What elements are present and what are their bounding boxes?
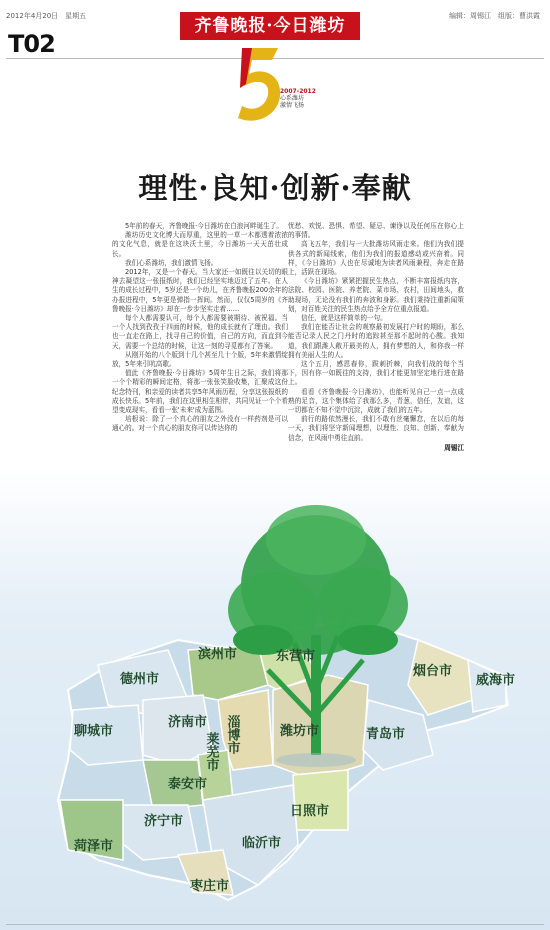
city-label: 莱芜市	[203, 732, 219, 771]
city-label: 聊城市	[74, 724, 114, 739]
city-label: 济宁市	[144, 814, 184, 829]
anniversary-line1: 心系潍坊	[280, 95, 305, 102]
byline: 周锡江	[444, 443, 464, 452]
article-column-1	[112, 222, 288, 434]
issue-date: 2012年4月20日 星期五	[6, 12, 87, 20]
city-label: 泰安市	[168, 777, 208, 792]
city-label: 威海市	[476, 673, 516, 688]
city-label: 济南市	[168, 715, 208, 730]
paragraph: 《今日潍坊》紧紧把握民生热点，不断丰富报纸内容，法院、校园、医院、养老院、菜市场、农村，田间地头，救助现场，无论没有我们的奔波和身影。我们秉持注重新闻策划，对百姓关注的民生热点给予全方位重点报道。	[288, 277, 464, 313]
paragraph: 高飞五年，我们与一大批潍坊风雨走来。他们为我们提供各式的新闻线索，他们为我们的报道感动或兴奋着。同样，《今日潍坊》人也在尽诚地为读者风雨兼程，奔走在路上，活跃在现场。	[288, 240, 464, 277]
city-label: 枣庄市	[190, 879, 230, 894]
page-number: T02	[8, 30, 55, 58]
paragraph: 信任，就是这样简单的一句。	[301, 314, 387, 323]
anniversary-caption	[280, 88, 316, 109]
footer-rule	[6, 924, 544, 925]
article-column-2	[288, 222, 464, 453]
city-label: 青岛市	[366, 727, 406, 742]
headline: 理性·良知·创新·奉献	[138, 171, 412, 205]
city-label: 潍坊市	[280, 724, 320, 739]
masthead: 齐鲁晚报·今日潍坊	[180, 12, 360, 40]
paragraph: 这个五月，感恩春你，跋刺折棘，向我们战的每个当下，因有你一如既往的支持，我们才能更加坚定地行进在路上。	[288, 360, 464, 387]
region-rizhao	[293, 770, 348, 830]
city-label: 临沂市	[242, 836, 282, 851]
anniversary-logo-icon	[228, 44, 286, 126]
city-label: 烟台市	[413, 664, 453, 679]
paragraph: 我们心系潍坊，我们激情飞扬。	[125, 258, 218, 267]
anniversary-line2: 激情飞扬	[280, 102, 305, 109]
anniversary-years: 2007-2012	[280, 88, 316, 95]
paragraph: 潍坊历史文化博大而厚重，这里的一草一木都透着浓浓的文化气息，就是在这块沃土里，今日潍坊一天天茁壮成长。	[112, 231, 288, 258]
paragraph: 值此《齐鲁晚报·今日潍坊》5周年生日之际，我们将那一个个精彩的瞬间定格，将那一张张笑脸收集，汇聚成这份纪念特刊，和亲爱的读者共享5年风雨历程，分享这张报纸的成长快乐。5年前，我们在这里相生相伴，共同见证一个个希望变成现实，看看一张'未来'成为蓝图。	[112, 369, 288, 415]
paragraph: 前行的路依然漫长，我们不敢有丝毫懈怠，在以后的每一天，我们将坚守新闻理想，以理性、良知、创新、奉献为信念，在风雨中勇往直前。	[288, 415, 464, 442]
city-label: 淄博市	[224, 715, 240, 754]
city-label: 日照市	[290, 804, 330, 819]
paragraph: 2012年，又是一个春天。当大家还一如既往以关切的眼神去凝望这一张报纸时，我们已经坚实地迈过了五年。在人生的成长过程中，5岁还是一个幼儿，在齐鲁晚报200余年的办报进程中，5年更是弹指一挥间。然而，仅仅5周岁的《齐鲁晚报·今日潍坊》却在一步步坚实走着……	[112, 268, 288, 313]
editor-credits: 编辑：周锡江 组版：曹洪霞	[449, 12, 540, 20]
paragraph: 培根说：除了一个真心的朋友之外没有一样药剂是可以通心的。对一个真心的朋友你可以传达你的	[112, 415, 288, 433]
city-label: 德州市	[120, 672, 160, 687]
paragraph: 每个人都需要认可，每个人都需要被期待、被祝福。当一个人找到孜孜于四面的时候，他的成长就有了理由。我们也一直走在路上，找寻自己的价值，自己的方向，而直到今天，需要一个总结的时候，让这一刻的寻觅都有了答案。	[112, 314, 288, 350]
shandong-map	[28, 500, 528, 920]
city-label: 滨州市	[198, 647, 238, 662]
city-label: 菏泽市	[74, 839, 114, 854]
paragraph: 忧愁、欢悦、恐惧、希望、疑忌、谏诤以及任何压在你心上的事情。	[288, 222, 464, 240]
paragraph: 看看《齐鲁晚报·今日潍坊》，也能听见自己一点一点成熟的足音，这个集体给了我那么多，青葱，信任，友谊，这一切都在不知不觉中沉淀，成就了我们的五年。	[288, 387, 464, 415]
paragraph: 从刚开始的八个版到十几个甚至几十个版，5年来激情绽放，5年来引吭高歌。	[112, 350, 288, 369]
paragraph: 5年前的春天，齐鲁晚报·今日潍坊在白浪河畔诞生了。	[125, 222, 283, 230]
paragraph: 我们在能否让社会的观察最初发展打户时的期盼，那么能否记录人民之门丹时的追踪甚至那不起时的心酸。我知道，我们跟潍人敞开最美的人，拥有梦想的人，和你我一样拥有美丽人生的人。	[288, 323, 464, 359]
city-label: 东营市	[276, 649, 316, 664]
